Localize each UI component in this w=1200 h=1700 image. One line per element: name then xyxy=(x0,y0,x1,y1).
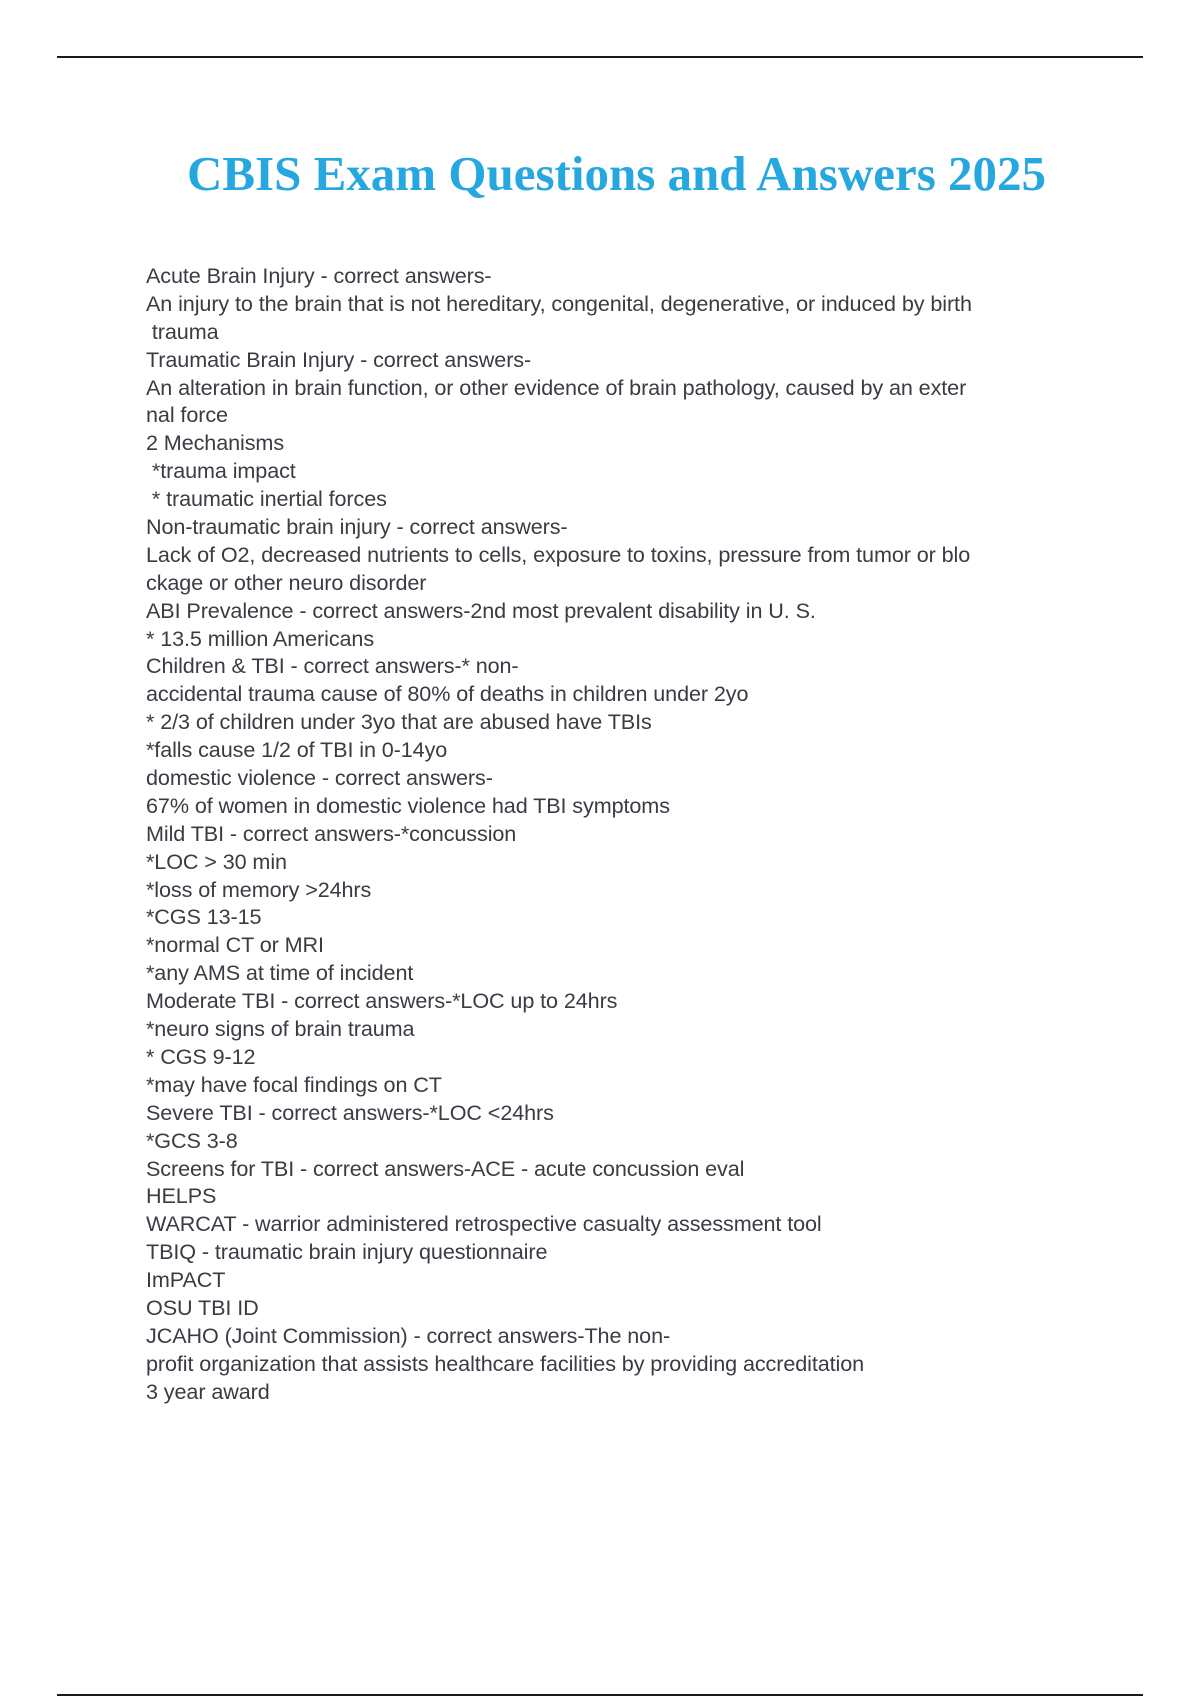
text-line: 2 Mechanisms xyxy=(146,430,285,456)
text-line: profit organization that assists healthcare facilities by providing accreditation xyxy=(146,1350,865,1376)
text-line: An injury to the brain that is not hereditary, congenital, degenerative, or induced by birth xyxy=(146,290,972,316)
text-line: * traumatic inertial forces xyxy=(146,486,387,512)
text-line: *LOC > 30 min xyxy=(146,848,287,874)
text-line: JCAHO (Joint Commission) - correct answers-The non- xyxy=(146,1322,671,1348)
text-line: Non-traumatic brain injury - correct answers- xyxy=(146,514,568,540)
text-line: *any AMS at time of incident xyxy=(146,960,414,986)
text-line: ckage or other neuro disorder xyxy=(146,569,427,595)
text-line: Mild TBI - correct answers-*concussion xyxy=(146,820,517,846)
document-title: CBIS Exam Questions and Answers 2025 xyxy=(186,146,1047,201)
text-line: Children & TBI - correct answers-* non- xyxy=(146,653,519,679)
text-line: *neuro signs of brain trauma xyxy=(146,1016,415,1042)
text-line: ABI Prevalence - correct answers-2nd most prevalent disability in U. S. xyxy=(146,597,816,623)
text-line: *falls cause 1/2 of TBI in 0-14yo xyxy=(146,737,448,763)
text-line: Lack of O2, decreased nutrients to cells, exposure to toxins, pressure from tumor or blo xyxy=(146,541,971,567)
bottom-rule xyxy=(57,1694,1143,1696)
text-line: nal force xyxy=(146,402,228,428)
text-line: *CGS 13-15 xyxy=(146,904,262,930)
text-line: OSU TBI ID xyxy=(146,1294,259,1320)
text-line: accidental trauma cause of 80% of deaths in children under 2yo xyxy=(146,681,749,707)
text-line: An alteration in brain function, or other evidence of brain pathology, caused by an exter xyxy=(146,374,967,400)
text-line: * CGS 9-12 xyxy=(146,1043,256,1069)
text-line: * 2/3 of children under 3yo that are abused have TBIs xyxy=(146,709,652,735)
text-line: ImPACT xyxy=(146,1267,226,1293)
text-line: trauma xyxy=(146,318,219,344)
text-line: 67% of women in domestic violence had TBI symptoms xyxy=(146,792,670,818)
text-line: Traumatic Brain Injury - correct answers- xyxy=(146,346,532,372)
text-line: *loss of memory >24hrs xyxy=(146,876,372,902)
text-line: WARCAT - warrior administered retrospective casualty assessment tool xyxy=(146,1211,822,1237)
document-body xyxy=(146,262,1096,1406)
text-line: Moderate TBI - correct answers-*LOC up to 24hrs xyxy=(146,988,618,1014)
text-line: Acute Brain Injury - correct answers- xyxy=(146,263,492,288)
text-line: TBIQ - traumatic brain injury questionnaire xyxy=(146,1239,548,1265)
text-line: HELPS xyxy=(146,1183,217,1209)
text-line: domestic violence - correct answers- xyxy=(146,765,493,791)
text-line: Severe TBI - correct answers-*LOC <24hrs xyxy=(146,1099,554,1125)
text-line: * 13.5 million Americans xyxy=(146,625,375,651)
top-rule xyxy=(57,56,1143,58)
text-line: 3 year award xyxy=(146,1378,270,1404)
text-line: *GCS 3-8 xyxy=(146,1127,238,1153)
text-line: *trauma impact xyxy=(146,458,296,484)
text-line: *may have focal findings on CT xyxy=(146,1071,442,1097)
text-line: *normal CT or MRI xyxy=(146,932,324,958)
text-line: Screens for TBI - correct answers-ACE - acute concussion eval xyxy=(146,1155,745,1181)
